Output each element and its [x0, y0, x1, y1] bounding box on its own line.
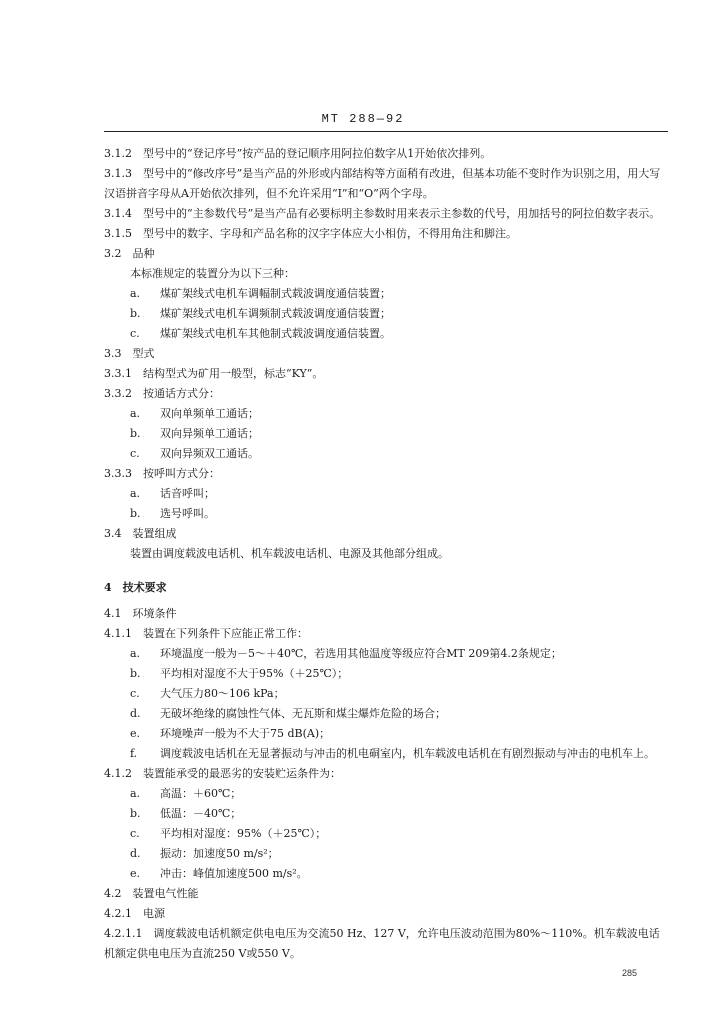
clause-3-1-4: 3.1.4 型号中的“主参数代号”是当产品有必要标明主参数时用来表示主参数的代号，用加括号的阿拉伯数字表示。 — [104, 207, 661, 220]
section-3-4-heading: 3.4 装置组成 — [104, 527, 177, 540]
section-4-1-heading: 4.1 环境条件 — [104, 607, 177, 620]
list-item: c. 双向异频双工通话。 — [130, 447, 259, 460]
list-item: d. 振动：加速度50 m/s²； — [130, 847, 279, 860]
list-item: a. 双向单频单工通话； — [130, 407, 259, 420]
list-item: a. 话音呼叫； — [130, 487, 215, 500]
clause-3-1-5: 3.1.5 型号中的数字、字母和产品名称的汉字字体应大小相仿，不得用角注和脚注。 — [104, 227, 517, 240]
list-item: b. 平均相对湿度不大于95%（＋25℃）； — [130, 667, 349, 680]
page-number: 285 — [622, 968, 638, 978]
section-3-3-heading: 3.3 型式 — [104, 347, 155, 360]
section-3-2-heading: 3.2 品种 — [104, 247, 155, 260]
list-item: a. 高温：＋60℃； — [130, 787, 242, 800]
clause-3-1-3: 3.1.3 型号中的“修改序号”是当产品的外形或内部结构等方面稍有改进，但基本功能不变时作为识别之用，用大写汉语拼音字母从A开始依次排列，但不允许采用“I”和“O”两个字母。 — [104, 167, 661, 200]
list-item: b. 低温：－40℃； — [130, 807, 242, 820]
list-item: e. 环境噪声一般为不大于75 dB(A)； — [130, 727, 331, 740]
section-3-2-intro: 本标准规定的装置分为以下三种： — [130, 267, 295, 280]
list-item: c. 大气压力80～106 kPa； — [130, 687, 285, 700]
header-divider — [104, 131, 668, 132]
list-item: a. 环境温度一般为－5～＋40℃，若选用其他温度等级应符合MT 209第4.2条规定； — [130, 647, 562, 660]
document-body — [104, 144, 668, 964]
clause-3-3-2: 3.3.2 按通话方式分： — [104, 387, 220, 400]
storage-conditions-list — [104, 784, 668, 884]
clause-4-1-1: 4.1.1 装置在下列条件下应能正常工作： — [104, 627, 308, 640]
list-item: c. 煤矿架线式电机车其他制式载波调度通信装置。 — [130, 327, 391, 340]
varieties-list — [104, 284, 668, 344]
section-4-2-heading: 4.2 装置电气性能 — [104, 887, 199, 900]
environment-conditions-list — [104, 644, 668, 764]
clause-4-1-2: 4.1.2 装置能承受的最恶劣的安装贮运条件为： — [104, 767, 341, 780]
clause-3-1-2: 3.1.2 型号中的“登记序号”按产品的登记顺序用阿拉伯数字从1开始依次排列。 — [104, 147, 492, 160]
clause-4-2-1-1: 4.2.1.1 调度载波电话机额定供电电压为交流50 Hz、127 V，允许电压波动范围为80%～110%。机车载波电话机额定供电电压为直流250 V或550 V。 — [104, 927, 660, 960]
list-item: a. 煤矿架线式电机车调幅制式载波调度通信装置； — [130, 287, 391, 300]
list-item: f. 调度载波电话机在无显著振动与冲击的机电硐室内，机车载波电话机在有剧烈振动与冲击的电机车上。 — [130, 747, 655, 760]
talk-modes-list — [104, 404, 668, 464]
clause-4-2-1: 4.2.1 电源 — [104, 907, 165, 920]
section-3-4-text: 装置由调度载波电话机、机车载波电话机、电源及其他部分组成。 — [130, 547, 449, 560]
list-item: b. 煤矿架线式电机车调频制式载波调度通信装置； — [130, 307, 391, 320]
list-item: d. 无破坏绝缘的腐蚀性气体、无瓦斯和煤尘爆炸危险的场合； — [130, 707, 446, 720]
clause-3-3-1: 3.3.1 结构型式为矿用一般型，标志“KY”。 — [104, 367, 324, 380]
list-item: b. 双向异频单工通话； — [130, 427, 259, 440]
list-item: c. 平均相对湿度：95%（＋25℃）； — [130, 827, 327, 840]
call-modes-list — [104, 484, 668, 524]
clause-3-3-3: 3.3.3 按呼叫方式分： — [104, 467, 220, 480]
standard-code-header: MT 288—92 — [321, 112, 405, 126]
list-item: b. 选号呼叫。 — [130, 507, 215, 520]
chapter-4-heading: 4 技术要求 — [104, 581, 167, 594]
list-item: e. 冲击：峰值加速度500 m/s²。 — [130, 867, 308, 880]
